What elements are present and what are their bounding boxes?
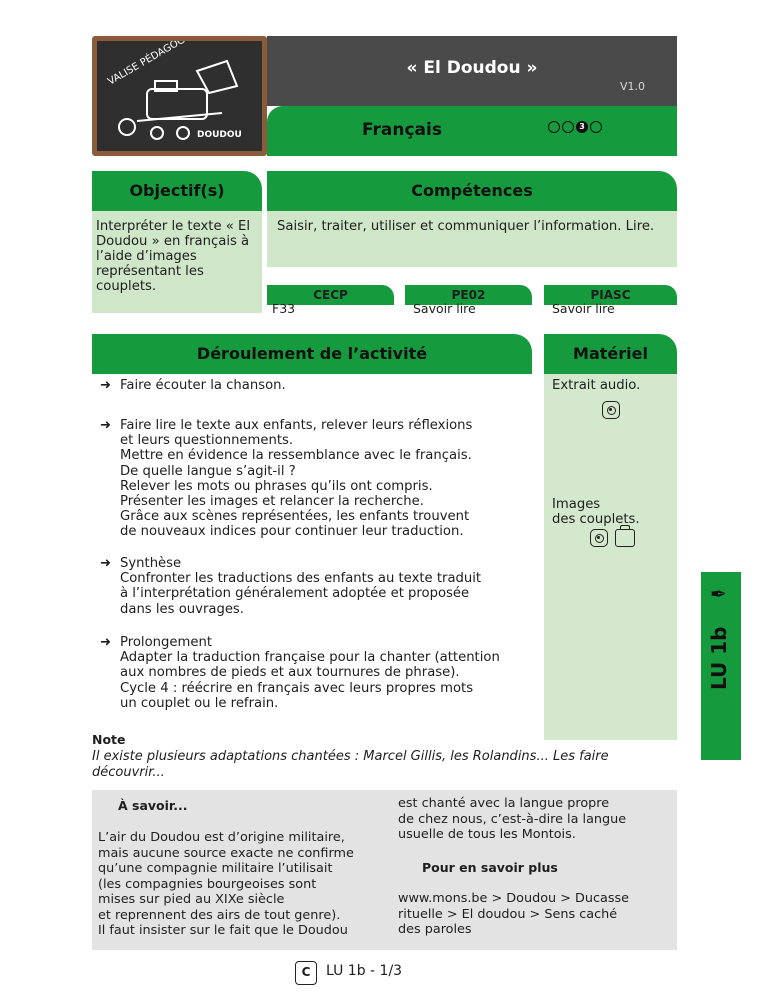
savoir-text-continued: est chanté avec la langue propre de chez nous, c’est-à-dire la langue usuelle de tous les Montois.: [398, 796, 627, 842]
competences-text: Saisir, traiter, utiliser et communiquer l’information. Lire.: [267, 211, 677, 267]
arrow-right-icon: ➜: [100, 418, 112, 433]
savoir-text: L’air du Doudou est d’origine militaire, mais aucune source exacte ne confirme qu’une compagnie militaire l’utilisait (les compagnies bourgeoises sont mises sur pied au XIXe siècle et reprennent des airs de tout genre). Il faut insister sur le fait que le Doudou: [98, 830, 354, 938]
arrow-right-icon: ➜: [100, 635, 112, 650]
cycle-c-icon: C: [295, 961, 317, 985]
ref-value-piasc: Savoir lire: [552, 301, 615, 316]
step-text: Faire lire le texte aux enfants, relever leurs réflexions et leurs questionnements. Mettre en évidence la ressemblance avec le français. De quelle langue s’agit-il ? Relever les mots ou phrases qu’ils ont compris. Présenter les images et relancer la recherche. Grâce aux scènes représentées, les enfants trouvent de nouveaux indices pour continuer leur traduction.: [120, 418, 473, 540]
ref-value-cecp: F33: [272, 301, 296, 316]
materiel-item-audio: Extrait audio.: [552, 378, 641, 393]
more-info-title: Pour en savoir plus: [422, 860, 558, 875]
arrow-right-icon: ➜: [100, 556, 112, 571]
step-text: Synthèse Confronter les traductions des enfants au texte traduit à l’interprétation généralement adoptée et proposée dans les ouvrages.: [120, 556, 482, 617]
ref-label-cecp: CECP: [267, 285, 394, 305]
activity-step: [100, 556, 540, 617]
side-tab-label: LU 1b: [707, 626, 731, 690]
materiel-heading: Matériel: [544, 334, 677, 374]
ref-label-pe02: PE02: [405, 285, 532, 305]
competences-heading: Compétences: [267, 171, 677, 211]
savoir-title: À savoir...: [118, 798, 188, 813]
activity-step: [100, 418, 540, 540]
step-text: Faire écouter la chanson.: [120, 378, 286, 393]
deroulement-heading: Déroulement de l’activité: [92, 334, 532, 374]
level-dot: [562, 121, 574, 133]
image-folder-icon: [615, 529, 635, 547]
materiel-item-images: Images des couplets.: [552, 497, 640, 528]
step-text: Prolongement Adapter la traduction française pour la chanter (attention aux nombres de pieds et aux tournures de phrase). Cycle 4 : réécrire en français avec leurs propres mots un couplet ou le refrain.: [120, 635, 500, 711]
page-footer-label: LU 1b - 1/3: [326, 963, 403, 979]
pen-icon: ✒: [710, 582, 727, 606]
objectifs-text: Interpréter le texte « El Doudou » en français à l’aide d’images représentant les couplets.: [92, 211, 262, 313]
level-dot: [548, 121, 560, 133]
activity-step: [100, 378, 540, 393]
activity-step: [100, 635, 540, 711]
level-dot: [590, 121, 602, 133]
level-dot-active: 3: [576, 121, 588, 133]
logo: [92, 36, 267, 156]
ref-label-piasc: PIASC: [544, 285, 677, 305]
svg-text:VALISE PÉDAGOGIQUE: VALISE PÉDAGOGIQUE: [106, 41, 209, 88]
valise-logo-icon: [97, 41, 262, 151]
svg-text:DOUDOU: DOUDOU: [197, 130, 242, 140]
ref-value-pe02: Savoir lire: [413, 301, 476, 316]
cd-icon: [590, 529, 608, 547]
note-text: Il existe plusieurs adaptations chantées : Marcel Gillis, les Rolandins... Les faire découvrir...: [92, 749, 609, 780]
subject-title: Français: [362, 120, 442, 140]
cycle-level-indicator: [548, 121, 602, 133]
materiel-panel: [544, 374, 677, 740]
page-title: « El Doudou »: [406, 58, 538, 78]
cd-icon: [602, 401, 620, 419]
objectifs-heading: Objectif(s): [92, 171, 262, 211]
version-label: V1.0: [620, 80, 646, 93]
note-title: Note: [92, 732, 126, 747]
arrow-right-icon: ➜: [100, 378, 112, 393]
more-info-text: www.mons.be > Doudou > Ducasse rituelle > El doudou > Sens caché des paroles: [398, 891, 630, 937]
